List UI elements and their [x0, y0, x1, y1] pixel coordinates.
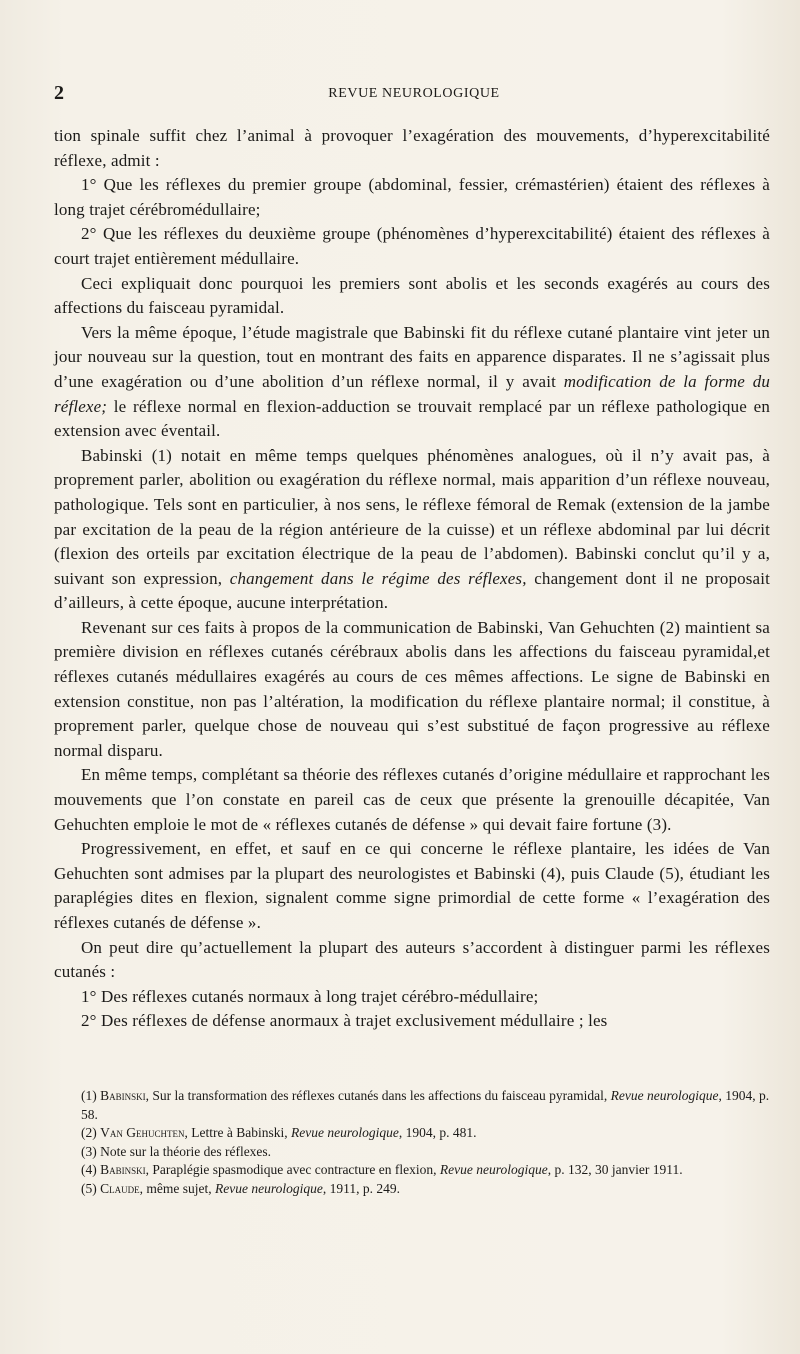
- footnote-number: (4): [81, 1162, 97, 1178]
- footnote-text: , même sujet,: [139, 1180, 215, 1196]
- footnote: [54, 1124, 770, 1143]
- footnote-text: , Paraplégie spasmodique avec contracture en flexion,: [145, 1162, 440, 1178]
- footnote-text: , 1904, p. 481.: [398, 1125, 477, 1141]
- footnote: [54, 1180, 770, 1199]
- paragraph: Ceci expliquait donc pourquoi les premiers sont abolis et les seconds exagérés au cours des affections du faisceau pyramidal.: [54, 273, 770, 318]
- text-run: changement dont il ne proposait d’ailleurs, à cette époque, aucune interprétation.: [54, 568, 770, 613]
- paragraph: [54, 321, 770, 444]
- paragraph: [54, 444, 770, 616]
- running-title: REVUE NEUROLOGIQUE: [328, 86, 500, 101]
- footnote-author: Babinski: [100, 1162, 146, 1178]
- paragraph: 1° Que les réflexes du premier groupe (abdominal, fessier, crémastérien) étaient des réflexes à long trajet cérébromédullaire;: [54, 175, 770, 219]
- footnote-text: , 1911, p. 249.: [322, 1180, 400, 1196]
- footnote-author: Van Gehuchten: [100, 1125, 185, 1141]
- footnote: [54, 1143, 770, 1162]
- footnote-number: (2): [81, 1125, 97, 1141]
- italic-phrase: modification de la forme du réflexe;: [54, 371, 770, 416]
- paragraph: tion spinale suffit chez l’animal à provoquer l’exagération des mouvements, d’hyperexcitabilité réflexe, admit :: [54, 126, 770, 170]
- footnote-author: Babinski: [100, 1088, 146, 1103]
- footnote-text: , Sur la transformation des réflexes cutanés dans les affections du faisceau pyramidal,: [145, 1088, 611, 1103]
- footnote-journal: Revue neurologique: [290, 1125, 399, 1141]
- footnote-number: (1): [81, 1088, 97, 1103]
- footnote: [54, 1161, 770, 1180]
- footnote: [54, 1087, 770, 1124]
- footnote-number: (5): [81, 1180, 97, 1196]
- footnote-text: , 1904, p. 58.: [81, 1088, 770, 1122]
- body-text: [54, 124, 770, 1034]
- paragraph: En même temps, complétant sa théorie des réflexes cutanés d’origine médullaire et rapprochant les mouvements que l’on constate en pareil cas de ceux que présente la grenouille décapitée, Van Gehuchten emploie le mot de « réflexes cutanés de défense » qui devait faire fortune (3).: [54, 765, 770, 834]
- paragraph: Revenant sur ces faits à propos de la communication de Babinski, Van Gehuchten (2) maintient sa première division en réflexes cutanés cérébraux abolis dans les affections du faisceau pyramidal,et réflexes cutanés médullaires exagérés au cours de ces mêmes affections. Le signe de Babinski en extension constitue, non pas l’altération, la modification du réflexe plantaire normal; il constitue, à proprement parler, quelque chose de nouveau qui s’est substitué de façon progressive au réflexe normal disparu.: [54, 617, 770, 760]
- footnote-journal: Revue neurologique: [214, 1180, 323, 1196]
- footnotes: [54, 1087, 770, 1199]
- paragraph: 2° Des réflexes de défense anormaux à trajet exclusivement médullaire ; les: [81, 1011, 608, 1031]
- footnote-text: , Lettre à Babinski,: [184, 1125, 291, 1141]
- footnote-journal: Revue neurologique: [439, 1162, 548, 1178]
- italic-phrase: changement dans le régime des réflexes,: [229, 568, 527, 588]
- footnote-author: Claude: [100, 1180, 140, 1196]
- footnote-text: , p. 132, 30 janvier 1911.: [547, 1162, 683, 1178]
- text-run: Vers la même époque, l’étude magistrale que Babinski fit du réflexe cutané plantaire vint jeter un jour nouveau sur la question, tout en montrant des faits en apparence disparates. Il ne s’agissait plus d’une exagération ou d’une abolition d’un réflexe normal, il y avait: [54, 322, 770, 391]
- page-number: 2: [54, 82, 64, 104]
- paragraph: 1° Des réflexes cutanés normaux à long trajet cérébro-médullaire;: [81, 986, 539, 1006]
- footnote-number: (3): [81, 1143, 97, 1159]
- text-run: le réflexe normal en flexion-adduction se trouvait remplacé par un réflexe pathologique en extension avec éventail.: [54, 396, 770, 441]
- footnote-text: Note sur la théorie des réflexes.: [100, 1143, 272, 1159]
- paragraph: Progressivement, en effet, et sauf en ce qui concerne le réflexe plantaire, les idées de Van Gehuchten sont admises par la plupart des neurologistes et Babinski (4), puis Claude (5), étudiant les paraplégies dites en flexion, signalent comme signe primordial de cette forme « l’exagération des réflexes cutanés de défense ».: [54, 839, 770, 932]
- paragraph: 2° Que les réflexes du deuxième groupe (phénomènes d’hyperexcitabilité) étaient des réflexes à court trajet entièrement médullaire.: [54, 224, 770, 268]
- footnote-journal: Revue neurologique: [610, 1088, 719, 1103]
- text-run: Babinski (1) notait en même temps quelques phénomènes analogues, où il n’y avait pas, à proprement parler, abolition ou exagération du réflexe normal, mais apparition d’un réflexe nouveau, pathologique. Tels sont en particulier, à nos sens, le réflexe fémoral de Remak (extension de la jambe par excitation de la peau de la région antérieure de la cuisse) et un réflexe abdominal par lui décrit (flexion des orteils par excitation électrique de la peau de l’abdomen). Babinski conclut qu’il y a, suivant son expression,: [54, 445, 770, 588]
- paragraph: On peut dire qu’actuellement la plupart des auteurs s’accordent à distinguer parmi les réflexes cutanés :: [54, 937, 770, 982]
- page-header: [54, 82, 774, 106]
